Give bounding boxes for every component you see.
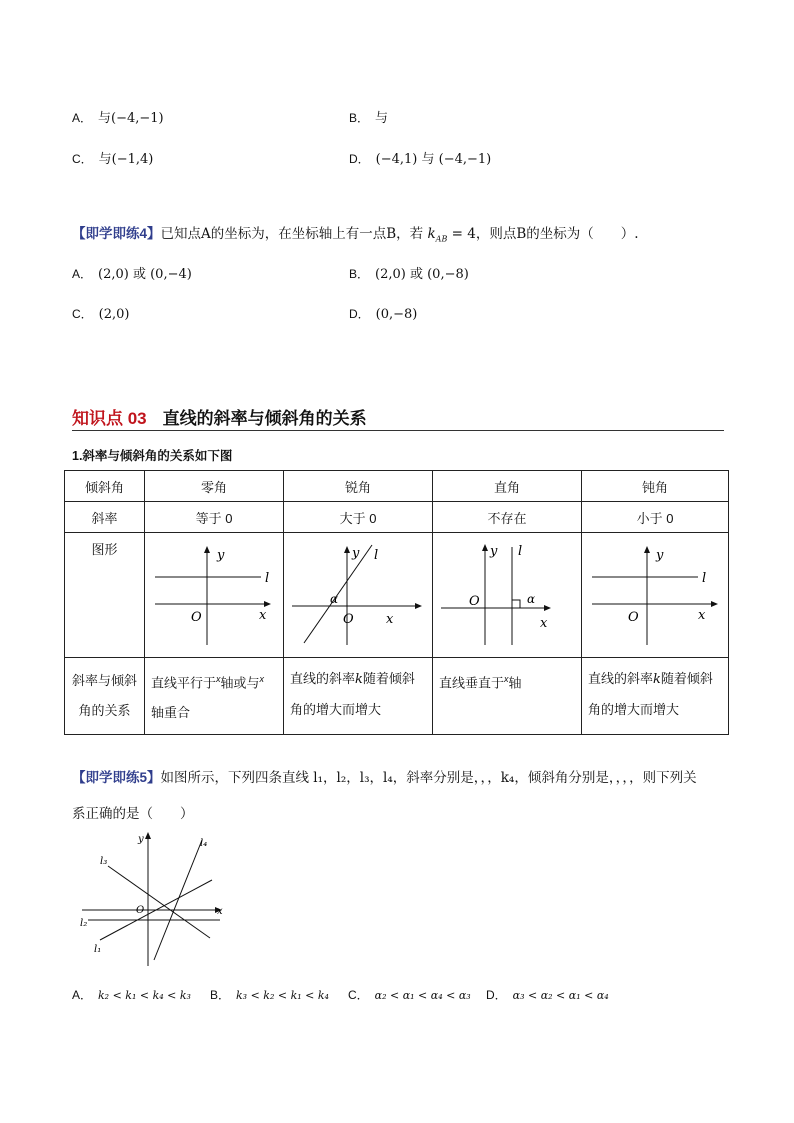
knowledge-point-title: 直线的斜率与倾斜角的关系	[162, 409, 367, 428]
relation-text: 轴	[508, 675, 522, 691]
practice4-option-b[interactable]	[349, 263, 469, 282]
option-b[interactable]	[349, 107, 388, 126]
relation-text: 轴重合	[151, 705, 191, 721]
row-header: 斜率	[65, 502, 145, 533]
option-label: A．	[72, 988, 93, 1002]
origin-label: O	[343, 612, 354, 627]
x-label: x	[540, 616, 548, 631]
y-arrow-icon	[644, 546, 650, 553]
alpha-label: α	[330, 592, 339, 606]
right-angle-graph	[433, 533, 581, 654]
y-arrow-icon	[482, 544, 488, 551]
option-text: (−4,1) 与 (−4,−1)	[375, 152, 492, 167]
table-cell	[284, 658, 433, 735]
l-label: l	[374, 548, 379, 563]
y-label: y	[352, 546, 360, 561]
option-label: B．	[349, 267, 370, 281]
y-label: y	[217, 548, 225, 563]
question-text: 已知点A的坐标为，在坐标轴上有一点B，若	[160, 226, 424, 242]
x-label: x	[217, 906, 223, 917]
acute-angle-graph	[284, 533, 432, 654]
graph-cell	[145, 533, 284, 658]
graph-cell	[582, 533, 729, 658]
option-text: k₂ < k₁ < k₄ < k₃	[98, 989, 191, 1002]
option-label: C．	[72, 152, 93, 166]
y-label: y	[490, 544, 498, 559]
practice-5-question	[72, 766, 697, 786]
practice-tag: 【即学即练4】	[72, 226, 161, 241]
x-arrow-icon	[711, 601, 718, 607]
table-cell: 不存在	[433, 502, 582, 533]
option-label: A．	[72, 267, 93, 281]
x-label: x	[698, 608, 706, 623]
row-header: 斜率与倾斜角的关系	[65, 658, 145, 735]
question-text: 如图所示，下列四条直线 l₁，l₂，l₃，l₄，斜率分别是，，，k₄，倾斜角分别是，，，，则下列关	[160, 770, 697, 786]
x-arrow-icon	[415, 603, 422, 609]
option-d[interactable]	[349, 148, 491, 167]
option-label: B．	[349, 111, 370, 125]
relation-text: 直线平行于	[151, 675, 217, 691]
y-arrow-icon	[145, 832, 151, 839]
x-arrow-icon	[264, 601, 271, 607]
zero-angle-graph	[145, 533, 283, 654]
practice5-option-a[interactable]	[72, 986, 191, 1003]
axis-symbol: x	[259, 674, 265, 684]
axis-symbol: x	[504, 674, 509, 684]
subheading: 1.斜率与倾斜角的关系如下图	[72, 449, 233, 463]
table-cell: 等于 0	[145, 502, 284, 533]
right-angle-mark	[512, 600, 520, 608]
l4-label: l₄	[200, 838, 208, 849]
origin-label: O	[136, 905, 145, 916]
option-label: D．	[486, 988, 507, 1002]
column-header: 零角	[145, 471, 284, 502]
origin-label: O	[191, 610, 202, 625]
option-label: C．	[348, 988, 369, 1002]
column-header: 直角	[433, 471, 582, 502]
option-text: 与(−4,−1)	[98, 111, 164, 126]
x-arrow-icon	[544, 605, 551, 611]
option-text: 与	[375, 111, 389, 126]
option-label: C．	[72, 307, 93, 321]
alpha-label: α	[527, 592, 536, 606]
option-a[interactable]	[72, 107, 164, 126]
practice5-option-c[interactable]	[348, 986, 471, 1003]
column-header: 钝角	[582, 471, 729, 502]
k-symbol: k	[355, 672, 363, 687]
practice5-option-b[interactable]	[210, 986, 329, 1003]
axis-symbol: x	[216, 674, 221, 684]
graph-cell	[433, 533, 582, 658]
y-label: y	[656, 548, 664, 563]
origin-label: O	[628, 610, 639, 625]
l3-label: l₃	[100, 856, 108, 867]
column-header: 锐角	[284, 471, 433, 502]
practice4-option-c[interactable]	[72, 305, 130, 322]
option-text: (2,0) 或 (0,−8)	[375, 267, 469, 282]
x-label: x	[259, 608, 267, 623]
table-row	[65, 471, 729, 502]
row-header: 倾斜角	[65, 471, 145, 502]
y-arrow-icon	[204, 546, 210, 553]
practice4-option-a[interactable]	[72, 263, 192, 282]
option-text: (2,0)	[98, 307, 130, 322]
row-header: 图形	[65, 533, 145, 658]
relation-text: 随着倾斜角的增大而增大	[588, 671, 713, 717]
table-cell: 大于 0	[284, 502, 433, 533]
relation-text: 直线的斜率	[588, 671, 654, 686]
table-cell	[145, 658, 284, 735]
option-label: B．	[210, 988, 231, 1002]
option-label: D．	[349, 307, 370, 321]
option-c[interactable]	[72, 148, 153, 167]
x-label: x	[386, 612, 394, 627]
table-cell: 小于 0	[582, 502, 729, 533]
practice-5-question-cont: 系正确的是（ ）	[72, 806, 194, 822]
table-cell	[582, 658, 729, 735]
slope-angle-table	[64, 470, 729, 735]
l2-label: l₂	[80, 918, 88, 929]
option-text: k₃ < k₂ < k₁ < k₄	[236, 989, 329, 1002]
table-row	[65, 658, 729, 735]
graph-cell	[284, 533, 433, 658]
obtuse-angle-graph	[582, 533, 728, 654]
relation-text: 轴或与	[220, 675, 260, 691]
practice5-figure	[76, 828, 236, 968]
relation-text: 直线的斜率	[290, 671, 356, 686]
practice5-option-d[interactable]	[486, 986, 609, 1003]
option-text: 与(−1,4)	[98, 152, 154, 167]
table-row	[65, 533, 729, 658]
l-label: l	[518, 544, 523, 559]
practice-4-question	[72, 222, 639, 244]
table-row	[65, 502, 729, 533]
option-text: α₂ < α₁ < α₄ < α₃	[374, 989, 471, 1002]
relation-text: 直线垂直于	[439, 675, 505, 691]
knowledge-point-number: 知识点 03	[72, 409, 147, 428]
practice4-option-d[interactable]	[349, 305, 417, 322]
l1-label: l₁	[94, 944, 102, 955]
option-text: α₃ < α₂ < α₁ < α₄	[512, 989, 609, 1002]
y-label: y	[138, 834, 144, 845]
l-label: l	[265, 571, 270, 586]
k-symbol: k	[427, 226, 436, 242]
option-text: (0,−8)	[375, 307, 418, 322]
line-l4	[154, 840, 202, 960]
option-text: (2,0) 或 (0,−4)	[98, 267, 192, 282]
option-label: D．	[349, 152, 370, 166]
relation-text: 随着倾斜角的增大而增大	[290, 671, 415, 717]
l-label: l	[702, 571, 707, 586]
option-label: A．	[72, 111, 93, 125]
y-arrow-icon	[344, 546, 350, 553]
table-cell	[433, 658, 582, 735]
origin-label: O	[469, 594, 480, 609]
practice-tag: 【即学即练5】	[72, 770, 161, 785]
question-text-end: = 4，则点B的坐标为（ ）.	[451, 226, 639, 242]
knowledge-point-heading	[72, 404, 724, 431]
k-subscript: AB	[435, 234, 448, 244]
k-symbol: k	[653, 672, 661, 687]
